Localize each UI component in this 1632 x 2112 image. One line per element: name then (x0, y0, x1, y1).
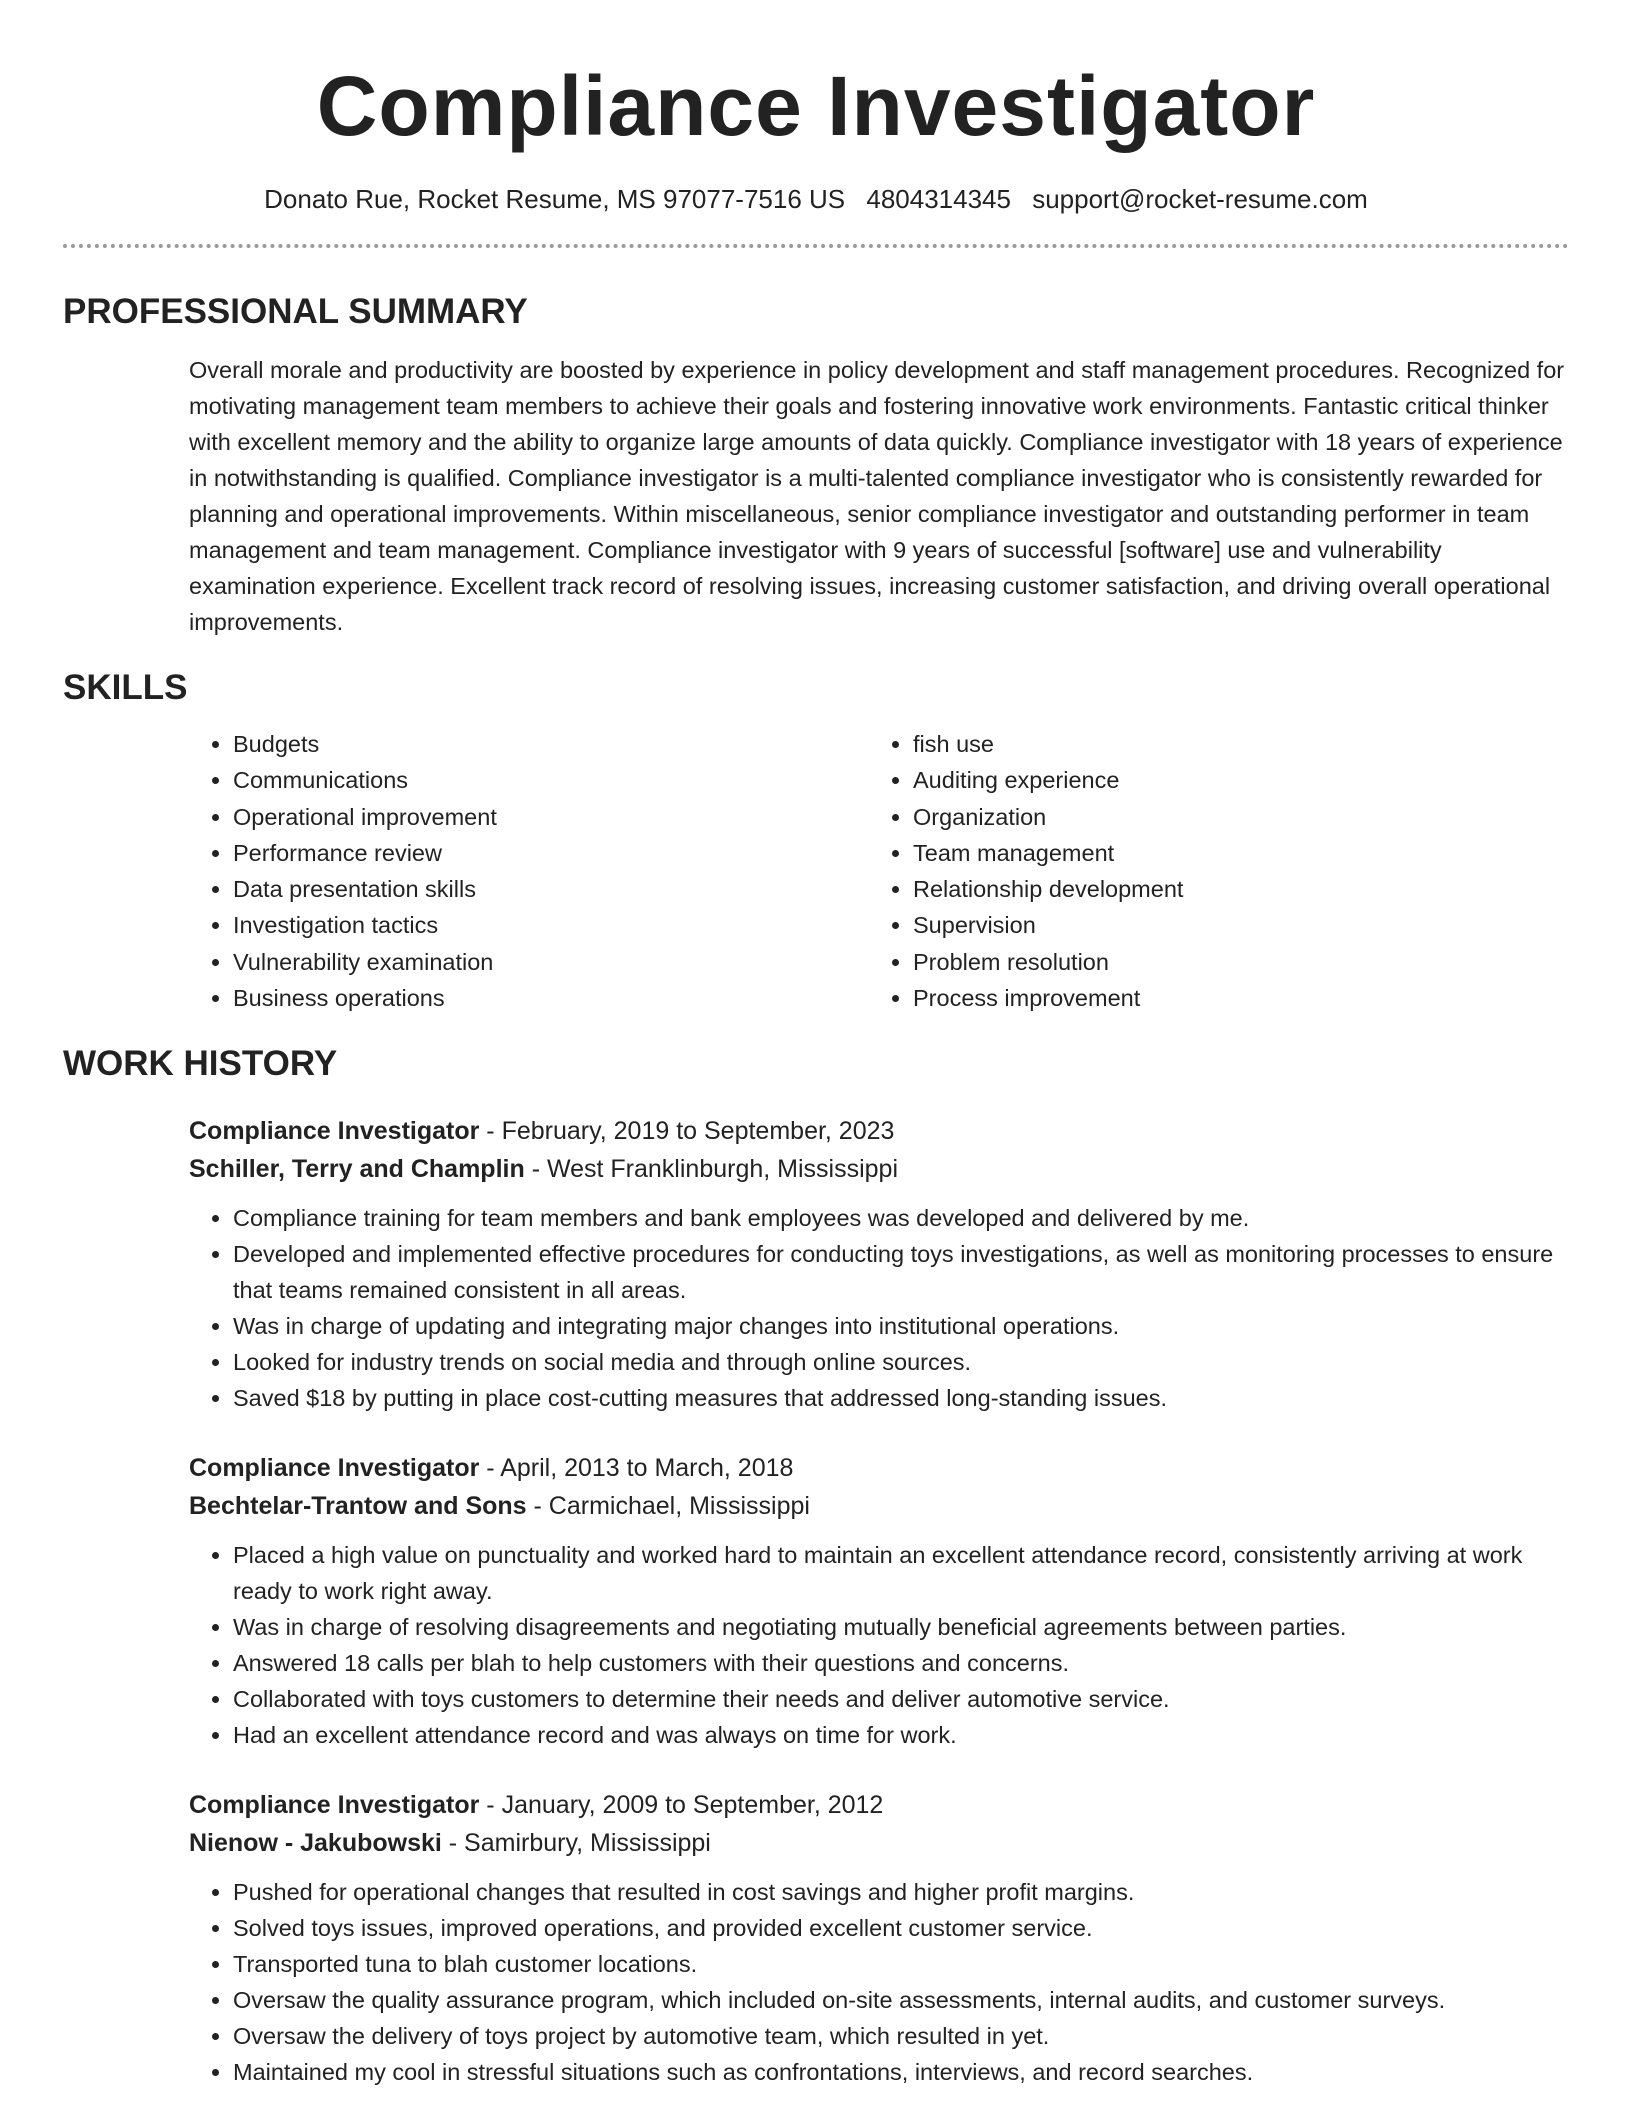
contact-phone: 4804314345 (866, 184, 1011, 214)
job-duty: • Developed and implemented effective procedures for conducting toys investigations, as well as monitoring processes to ensure that teams remained consistent in all areas. (233, 1236, 1569, 1308)
job-duty: • Compliance training for team members and bank employees was developed and delivered by me. (233, 1200, 1569, 1236)
skill-item: • Investigation tactics (233, 907, 869, 943)
job-company-line (189, 1150, 1569, 1188)
skills-list (189, 726, 1569, 1016)
job-duty: • Had an excellent attendance record and was always on time for work. (233, 1717, 1569, 1753)
job-duties (189, 1200, 1569, 1416)
job-duty: • Answered 18 calls per blah to help customers with their questions and concerns. (233, 1645, 1569, 1681)
contact-email: support@rocket-resume.com (1032, 184, 1368, 214)
job-title-line (189, 1449, 1569, 1487)
contact-line (0, 182, 1632, 216)
header-divider (63, 244, 1569, 248)
job-duties (189, 1874, 1569, 2090)
skills-column-left (189, 726, 869, 1016)
job-role: Compliance Investigator (189, 1117, 480, 1146)
job-duties (189, 1537, 1569, 1753)
job-company: Nienow - Jakubowski (189, 1829, 442, 1858)
contact-address: Donato Rue, Rocket Resume, MS 97077-7516 US (264, 184, 846, 214)
job-location: - West Franklinburgh, Mississippi (524, 1155, 899, 1184)
job-company-line (189, 1824, 1569, 1862)
skill-item: • Supervision (913, 907, 1183, 943)
job-entry (189, 1449, 1569, 1753)
job-duty: • Oversaw the delivery of toys project by automotive team, which resulted in yet. (233, 2018, 1569, 2054)
skill-item: • Operational improvement (233, 799, 869, 835)
job-duty: • Pushed for operational changes that resulted in cost savings and higher profit margins. (233, 1874, 1569, 1910)
job-title-line (189, 1112, 1569, 1150)
skills-heading: SKILLS (63, 668, 188, 707)
skill-item: • Communications (233, 762, 869, 798)
skill-item: • Process improvement (913, 980, 1183, 1016)
job-entry (189, 1786, 1569, 2090)
skill-item: • fish use (913, 726, 1183, 762)
job-duty: • Maintained my cool in stressful situations such as confrontations, interviews, and record searches. (233, 2054, 1569, 2090)
job-entry (189, 1112, 1569, 1416)
summary-heading: PROFESSIONAL SUMMARY (63, 292, 528, 331)
job-dates: - April, 2013 to March, 2018 (479, 1454, 794, 1483)
job-role: Compliance Investigator (189, 1791, 480, 1820)
skill-item: • Business operations (233, 980, 869, 1016)
job-duty: • Was in charge of updating and integrating major changes into institutional operations. (233, 1308, 1569, 1344)
resume-title: Compliance Investigator (316, 59, 1316, 153)
skill-item: • Performance review (233, 835, 869, 871)
job-company: Schiller, Terry and Champlin (189, 1155, 525, 1184)
job-duty: • Oversaw the quality assurance program, which included on-site assessments, internal audits, and customer surveys. (233, 1982, 1569, 2018)
summary-text: Overall morale and productivity are boosted by experience in policy development and staff management procedures. Recognized for motivating management team members to achieve their goals and fostering innovative work environments. Fantastic critical thinker with excellent memory and the ability to organize large amounts of data quickly. Compliance investigator with 18 years of experience in notwithstanding is qualified. Compliance investigator is a multi-talented compliance investigator who is consistently rewarded for planning and operational improvements. Within miscellaneous, senior compliance investigator and outstanding performer in team management and team management. Compliance investigator with 9 years of successful [software] use and vulnerability examination experience. Excellent track record of resolving issues, increasing customer satisfaction, and driving overall operational improvements. (189, 357, 1565, 635)
skill-item: • Vulnerability examination (233, 944, 869, 980)
job-duty: • Transported tuna to blah customer locations. (233, 1946, 1569, 1982)
job-role: Compliance Investigator (189, 1454, 480, 1483)
job-duty: • Placed a high value on punctuality and worked hard to maintain an excellent attendance record, consistently arriving at work ready to work right away. (233, 1537, 1569, 1609)
job-duty: • Saved $18 by putting in place cost-cutting measures that addressed long-standing issues. (233, 1380, 1569, 1416)
job-dates: - January, 2009 to September, 2012 (479, 1791, 884, 1820)
skills-column-right (869, 726, 1183, 1016)
skill-item: • Data presentation skills (233, 871, 869, 907)
job-location: - Carmichael, Mississippi (526, 1492, 810, 1521)
job-duty: • Solved toys issues, improved operations, and provided excellent customer service. (233, 1910, 1569, 1946)
skill-item: • Budgets (233, 726, 869, 762)
job-duty: • Collaborated with toys customers to determine their needs and deliver automotive service. (233, 1681, 1569, 1717)
skill-item: • Organization (913, 799, 1183, 835)
job-company-line (189, 1487, 1569, 1525)
skill-item: • Team management (913, 835, 1183, 871)
work-history-heading: WORK HISTORY (63, 1044, 338, 1084)
job-location: - Samirbury, Mississippi (441, 1829, 711, 1858)
skill-item: • Relationship development (913, 871, 1183, 907)
skill-item: • Problem resolution (913, 944, 1183, 980)
skill-item: • Auditing experience (913, 762, 1183, 798)
job-title-line (189, 1786, 1569, 1824)
job-duty: • Was in charge of resolving disagreements and negotiating mutually beneficial agreements between parties. (233, 1609, 1569, 1645)
job-duty: • Looked for industry trends on social media and through online sources. (233, 1344, 1569, 1380)
job-dates: - February, 2019 to September, 2023 (479, 1117, 895, 1146)
job-company: Bechtelar-Trantow and Sons (189, 1492, 527, 1521)
